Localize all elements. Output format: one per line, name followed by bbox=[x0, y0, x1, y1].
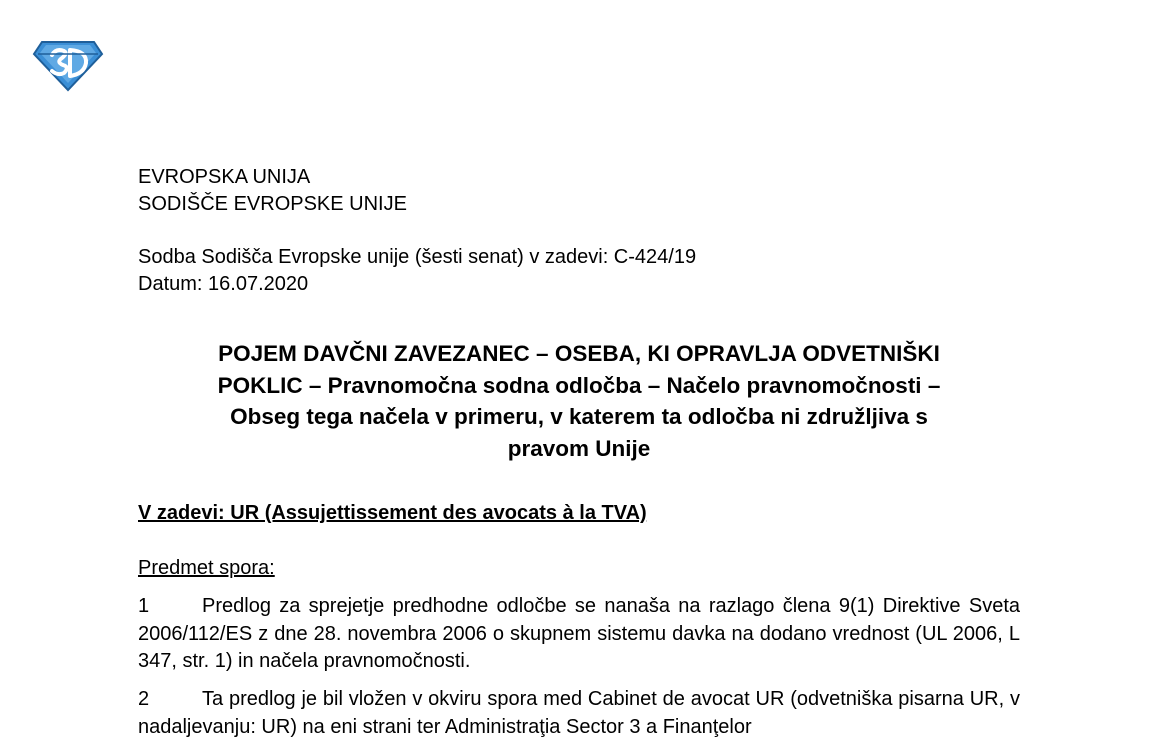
diamond-logo-icon bbox=[32, 38, 104, 92]
paragraph-number: 1 bbox=[138, 595, 150, 617]
paragraph-2 bbox=[138, 686, 1020, 741]
paragraph-number: 2 bbox=[138, 688, 150, 710]
header-line-1: EVROPSKA UNIJA bbox=[138, 166, 311, 188]
judgment-block bbox=[138, 244, 696, 298]
subject-heading: Predmet spora: bbox=[138, 557, 275, 579]
title-line-2: POKLIC – Pravnomočna sodna odločba – Načelo pravnomočnosti – bbox=[217, 372, 941, 398]
title-line-4: pravom Unije bbox=[507, 435, 651, 461]
paragraph-1 bbox=[138, 593, 1020, 676]
title-line-1: POJEM DAVČNI ZAVEZANEC – OSEBA, KI OPRAVLJA ODVETNIŠKI bbox=[218, 341, 940, 366]
header-line-2: SODIŠČE EVROPSKE UNIJE bbox=[138, 193, 407, 215]
paragraph-text: Ta predlog je bil vložen v okviru spora med Cabinet de avocat UR (odvetniška pisarna UR, v nadaljevanju: UR) na eni strani ter Administraţia Sector 3 a Finanţelor bbox=[138, 688, 1020, 738]
paragraph-text: Predlog za sprejetje predhodne odločbe se nanaša na razlago člena 9(1) Direktive Sveta 2006/112/ES z dne 28. novembra 2006 o skupnem sistemu davka na dodano vrednost (UL 2006, L 347, str. 1) in načela pravnomočnosti. bbox=[138, 595, 1020, 672]
document-title bbox=[138, 338, 1020, 464]
judgment-date: Datum: 16.07.2020 bbox=[138, 273, 309, 295]
case-heading: V zadevi: UR (Assujettissement des avocats à la TVA) bbox=[138, 502, 647, 524]
title-line-3: Obseg tega načela v primeru, v katerem ta odločba ni združljiva s bbox=[230, 404, 928, 429]
header-block bbox=[138, 164, 407, 218]
judgment-reference: Sodba Sodišča Evropske unije (šesti senat) v zadevi: C-424/19 bbox=[138, 246, 697, 268]
